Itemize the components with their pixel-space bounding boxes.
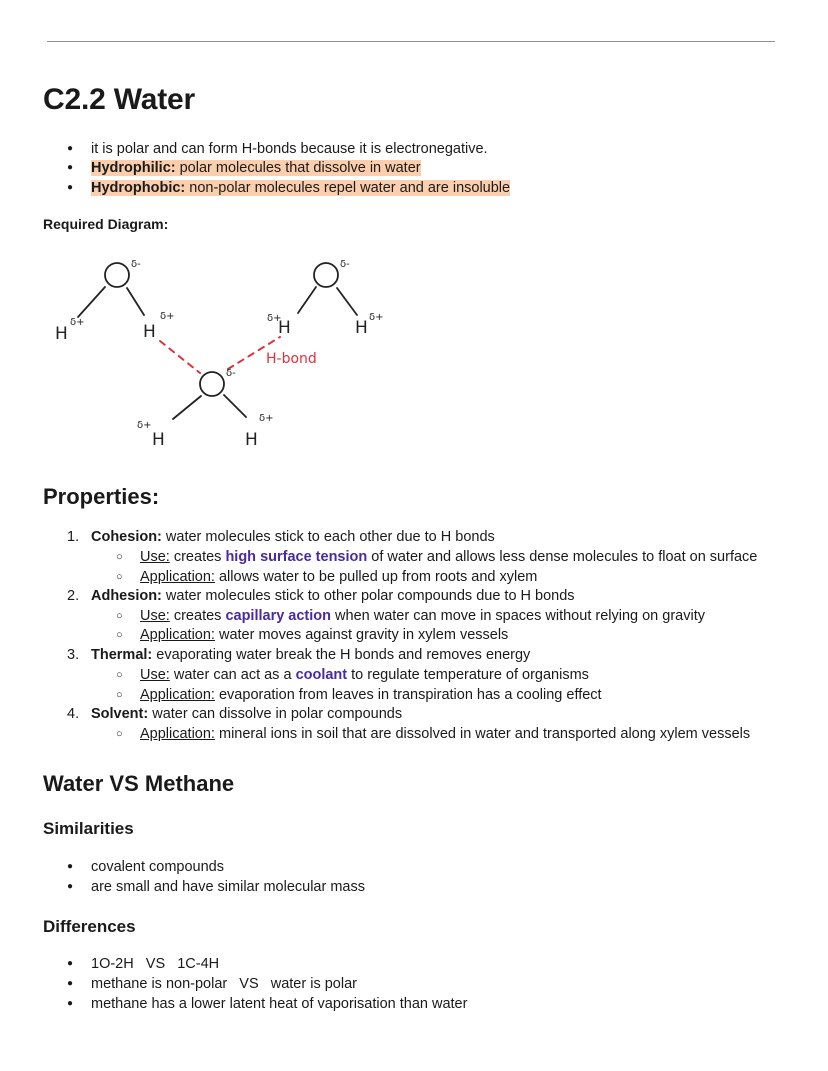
intro-bullet-3 bbox=[91, 179, 510, 197]
property-cohesion: 1. Cohesion: water molecules stick to each other due to H bonds bbox=[67, 529, 495, 545]
hbond-label: H-bond bbox=[266, 351, 317, 367]
property-solvent: 4. Solvent: water can dissolve in polar compounds bbox=[67, 706, 403, 722]
delta-plus-label: δ+ bbox=[70, 317, 85, 328]
property-thermal: 3. Thermal: evaporating water break the H bonds and removes energy bbox=[67, 647, 531, 663]
diagram-heading: Required Diagram: bbox=[43, 216, 169, 232]
difference-item: ● methane is non-polar VS water is polar bbox=[91, 975, 357, 993]
property-adhesion-application: ○ Application: water moves against gravity in xylem vessels bbox=[140, 626, 508, 644]
covalent-bond bbox=[224, 395, 246, 417]
highlight: Hydrophobic: non-polar molecules repel water and are insoluble bbox=[91, 180, 511, 196]
properties-heading: Properties: bbox=[43, 484, 160, 509]
covalent-bond bbox=[78, 287, 105, 317]
top-divider bbox=[47, 41, 775, 42]
property-thermal-use: ○ Use: water can act as a coolant to regulate temperature of organisms bbox=[140, 666, 589, 684]
difference-item: ● methane has a lower latent heat of vaporisation than water bbox=[91, 995, 467, 1013]
hydrogen-label: H bbox=[278, 318, 291, 338]
covalent-bond bbox=[173, 396, 201, 419]
delta-plus-label: δ+ bbox=[160, 311, 175, 322]
property-adhesion: 2. Adhesion: water molecules stick to other polar compounds due to H bonds bbox=[67, 588, 575, 604]
delta-plus-label: δ+ bbox=[267, 313, 282, 324]
hydrogen-label: H bbox=[143, 322, 156, 342]
similarity-item: ● covalent compounds bbox=[91, 858, 224, 876]
similarities-heading: Similarities bbox=[43, 819, 134, 838]
property-adhesion-use: ○ Use: creates capillary action when water can move in spaces without relying on gravity bbox=[140, 607, 705, 625]
delta-minus-label: δ- bbox=[340, 259, 350, 270]
difference-item: ● 1O-2H VS 1C-4H bbox=[91, 955, 219, 973]
differences-heading: Differences bbox=[43, 917, 136, 936]
oxygen-atom bbox=[200, 372, 224, 396]
delta-plus-label: δ+ bbox=[137, 420, 152, 431]
covalent-bond bbox=[298, 287, 316, 313]
delta-minus-label: δ- bbox=[131, 259, 141, 270]
hydrogen-label: H bbox=[355, 318, 368, 338]
hydrogen-label: H bbox=[245, 430, 258, 450]
oxygen-atom bbox=[105, 263, 129, 287]
delta-plus-label: δ+ bbox=[259, 413, 274, 424]
delta-plus-label: δ+ bbox=[369, 312, 384, 323]
delta-minus-label: δ- bbox=[226, 368, 236, 379]
hydrogen-bond bbox=[160, 337, 280, 373]
property-cohesion-use: ○ Use: creates high surface tension of water and allows less dense molecules to float on surface bbox=[140, 548, 757, 566]
property-thermal-application: ○ Application: evaporation from leaves in transpiration has a cooling effect bbox=[140, 686, 602, 704]
comparison-heading: Water VS Methane bbox=[43, 771, 235, 796]
highlight: Hydrophilic: polar molecules that dissolve in water bbox=[91, 160, 421, 176]
covalent-bond bbox=[127, 288, 144, 315]
water-hbond-diagram bbox=[40, 245, 400, 460]
hydrogen-label: H bbox=[152, 430, 165, 450]
page-title: C2.2 Water bbox=[43, 83, 195, 116]
covalent-bond bbox=[337, 288, 357, 315]
property-solvent-application: ○ Application: mineral ions in soil that are dissolved in water and transported along xylem vessels bbox=[140, 725, 750, 743]
intro-bullet-2 bbox=[91, 159, 421, 177]
similarity-item: ● are small and have similar molecular mass bbox=[91, 878, 365, 896]
property-cohesion-application: ○ Application: allows water to be pulled up from roots and xylem bbox=[140, 568, 537, 586]
oxygen-atom bbox=[314, 263, 338, 287]
intro-bullet-1: ● it is polar and can form H-bonds because it is electronegative. bbox=[91, 140, 488, 158]
hydrogen-label: H bbox=[55, 324, 68, 344]
